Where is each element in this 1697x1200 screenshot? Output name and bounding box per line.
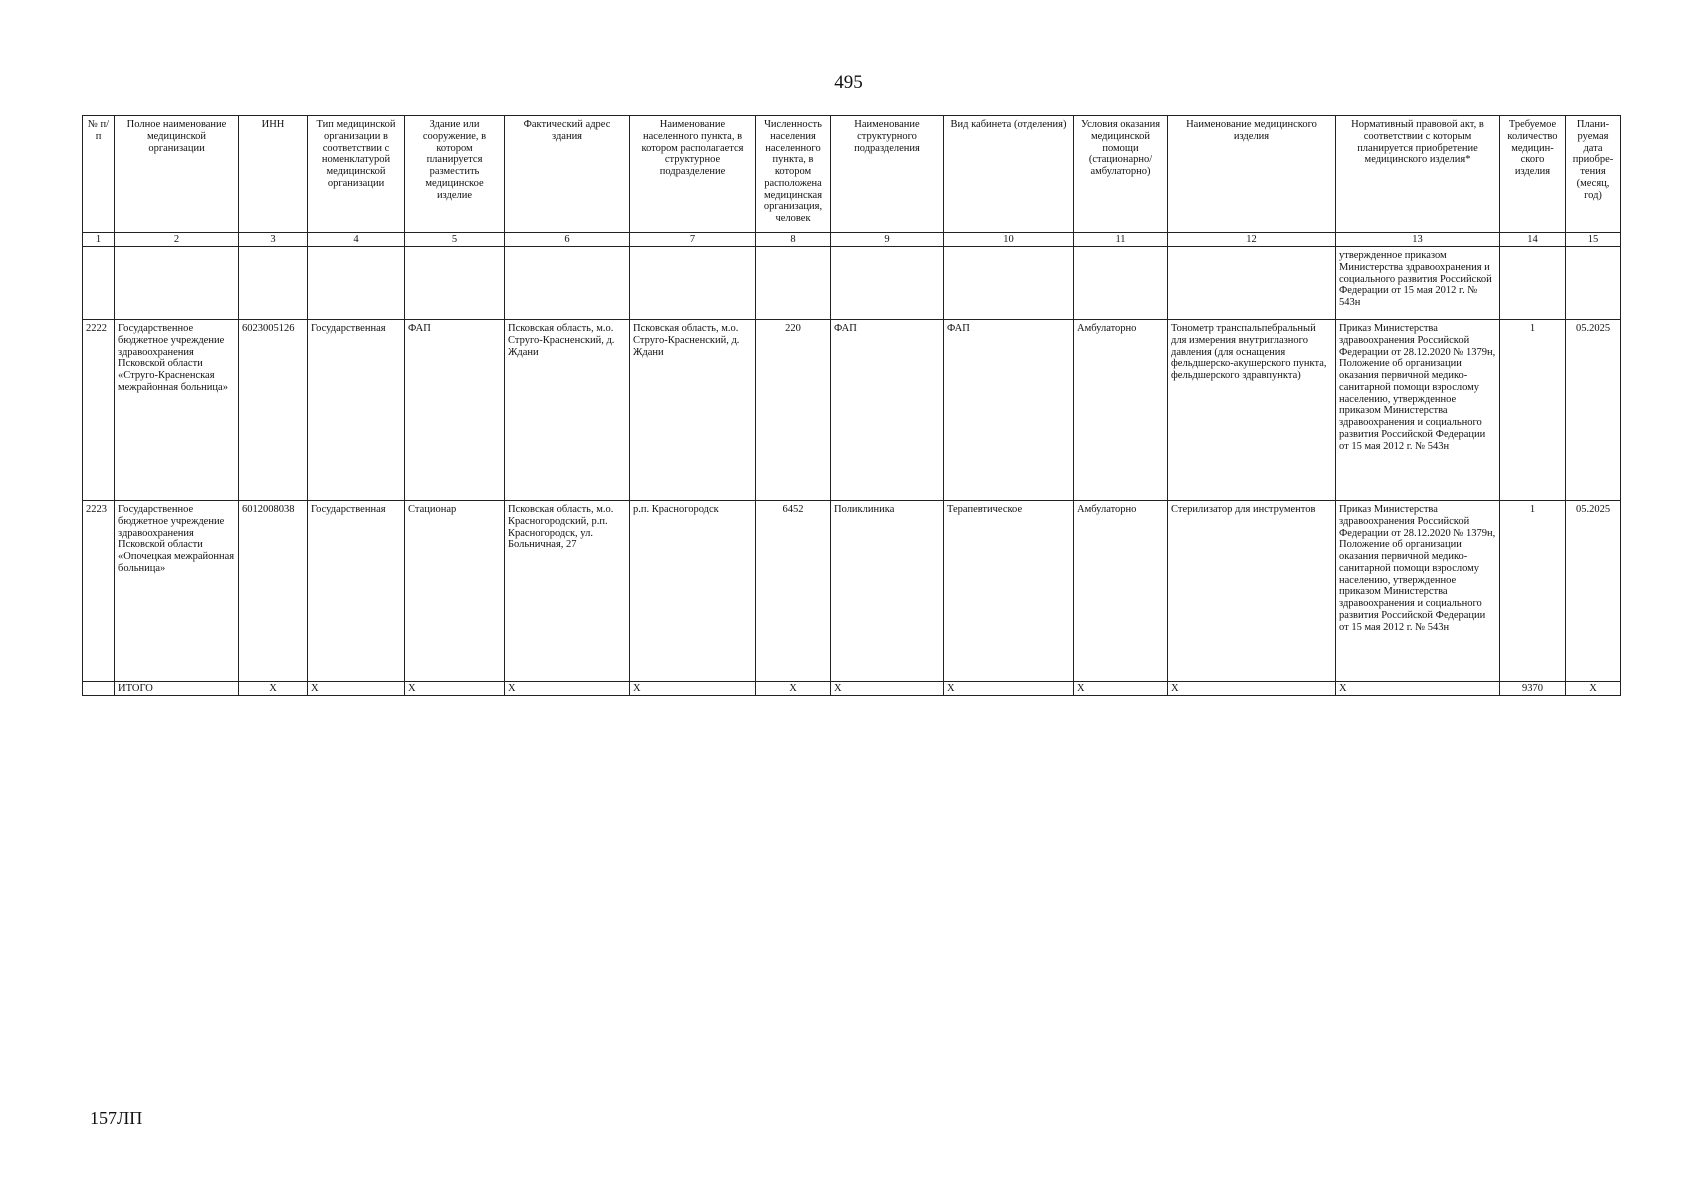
column-number: 10 (944, 233, 1074, 247)
conditions: Амбулаторно (1074, 501, 1168, 682)
org-type: Государственная (308, 320, 405, 501)
total-quantity: 9370 (1500, 682, 1566, 696)
total-cell: X (1168, 682, 1336, 696)
quantity: 1 (1500, 320, 1566, 501)
building: Стационар (405, 501, 505, 682)
header-org-name: Полное наименование медицинской организации (115, 116, 239, 233)
column-number: 2 (115, 233, 239, 247)
column-number: 5 (405, 233, 505, 247)
row-num: 2223 (83, 501, 115, 682)
row-num: 2222 (83, 320, 115, 501)
header-org-type: Тип медицинской организации в соответствии с номенклатурой медицинской организации (308, 116, 405, 233)
column-number: 4 (308, 233, 405, 247)
inn: 6023005126 (239, 320, 308, 501)
header-legal-act: Нормативный правовой акт, в соответствии с которым планируется приобретение медицинского изделия* (1336, 116, 1500, 233)
total-cell: X (831, 682, 944, 696)
header-settlement: Наименование населенного пункта, в котором располагается структурное подразделение (630, 116, 756, 233)
header-building: Здание или сооружение, в котором планируется разместить медицинское изделие (405, 116, 505, 233)
population: 220 (756, 320, 831, 501)
total-cell: X (405, 682, 505, 696)
total-cell: X (944, 682, 1074, 696)
header-subdivision: Наименование структурного подразделения (831, 116, 944, 233)
total-cell: X (308, 682, 405, 696)
page-number: 495 (834, 72, 863, 93)
device: Стерилизатор для инструментов (1168, 501, 1336, 682)
total-label: ИТОГО (115, 682, 239, 696)
table-row (83, 320, 1621, 501)
document-code: 157ЛП (90, 1108, 143, 1128)
cabinet: Терапевтическое (944, 501, 1074, 682)
total-cell: X (505, 682, 630, 696)
header-quantity: Требуемое количество медицин-ского изделия (1500, 116, 1566, 233)
header-cabinet: Вид кабинета (отделения) (944, 116, 1074, 233)
inn: 6012008038 (239, 501, 308, 682)
org-name: Государственное бюджетное учреждение здравоохранения Псковской области «Струго-Красненская межрайонная больница» (115, 320, 239, 501)
legal-act: Приказ Министерства здравоохранения Российской Федерации от 28.12.2020 № 1379н, Положение об организации оказания первичной медико-санитарной помощи взрослому населению, утвержденное приказом Министерства здравоохранения и социального развития Российской Федерации от 15 мая 2012 г. № 543н (1336, 501, 1500, 682)
column-number: 3 (239, 233, 308, 247)
total-cell: X (756, 682, 831, 696)
header-inn: ИНН (239, 116, 308, 233)
total-cell: X (1566, 682, 1621, 696)
header-num: № п/п (83, 116, 115, 233)
total-row (83, 682, 1621, 696)
column-number: 12 (1168, 233, 1336, 247)
continuation-row (83, 247, 1621, 320)
header-address: Фактический адрес здания (505, 116, 630, 233)
purchase-date: 05.2025 (1566, 320, 1621, 501)
total-cell: X (1336, 682, 1500, 696)
header-date: Плани-руемая дата приобре-тения (месяц, год) (1566, 116, 1621, 233)
column-number: 7 (630, 233, 756, 247)
column-number: 13 (1336, 233, 1500, 247)
address: Псковская область, м.о. Струго-Красненский, д. Ждани (505, 320, 630, 501)
header-population: Численность населения населенного пункта, в котором расположена медицинская организация, человек (756, 116, 831, 233)
settlement: Псковская область, м.о. Струго-Красненский, д. Ждани (630, 320, 756, 501)
legal-act: Приказ Министерства здравоохранения Российской Федерации от 28.12.2020 № 1379н, Положение об организации оказания первичной медико-санитарной помощи взрослому населению, утвержденное приказом Министерства здравоохранения и социального развития Российской Федерации от 15 мая 2012 г. № 543н (1336, 320, 1500, 501)
continuation-legal-act: утвержденное приказом Министерства здравоохранения и социального развития Российской Федерации от 15 мая 2012 г. № 543н (1336, 247, 1500, 320)
quantity: 1 (1500, 501, 1566, 682)
column-number: 6 (505, 233, 630, 247)
conditions: Амбулаторно (1074, 320, 1168, 501)
building: ФАП (405, 320, 505, 501)
column-number: 8 (756, 233, 831, 247)
table-row (83, 501, 1621, 682)
population: 6452 (756, 501, 831, 682)
header-conditions: Условия оказания медицинской помощи (стационарно/ амбулаторно) (1074, 116, 1168, 233)
settlement: р.п. Красногородск (630, 501, 756, 682)
total-cell: X (239, 682, 308, 696)
column-number: 9 (831, 233, 944, 247)
purchase-date: 05.2025 (1566, 501, 1621, 682)
subdivision: Поликлиника (831, 501, 944, 682)
subdivision: ФАП (831, 320, 944, 501)
column-number: 11 (1074, 233, 1168, 247)
org-type: Государственная (308, 501, 405, 682)
header-row (83, 116, 1621, 233)
total-cell: X (630, 682, 756, 696)
cabinet: ФАП (944, 320, 1074, 501)
address: Псковская область, м.о. Красногородский, р.п. Красногородск, ул. Больничная, 27 (505, 501, 630, 682)
medical-equipment-table (82, 115, 1621, 696)
column-number: 1 (83, 233, 115, 247)
device: Тонометр транспальпебральный для измерения внутриглазного давления (для оснащения фельдшерско-акушерского пункта, фельдшерского здравпункта) (1168, 320, 1336, 501)
column-number: 14 (1500, 233, 1566, 247)
header-device: Наименование медицинского изделия (1168, 116, 1336, 233)
total-cell: X (1074, 682, 1168, 696)
column-number: 15 (1566, 233, 1621, 247)
column-number-row (83, 233, 1621, 247)
org-name: Государственное бюджетное учреждение здравоохранения Псковской области «Опочецкая межрайонная больница» (115, 501, 239, 682)
